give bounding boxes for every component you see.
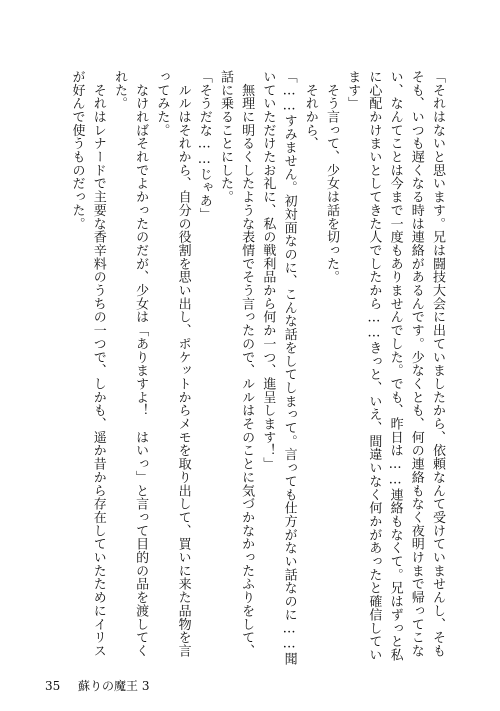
running-title: 蘇りの魔王 3	[78, 679, 150, 693]
paragraph: それはレナードで主要な香辛料のうちの一つで、しかも、遥か昔から存在していたためにイリスが好んで使うものだった。	[69, 70, 106, 658]
paragraph: 「……すみません。初対面なのに、こんな話をしてしまって。言っても仕方がない話なのに……聞いていただけたお礼に、私の戦利品から何か一つ、進呈します！」	[260, 70, 297, 666]
paragraph: 無理に明るくしたような表情でそう言ったので、ルルはそのことに気づかなかったふりをして、話に乗ることにした。	[217, 70, 255, 658]
paragraph: 「それはないと思います。兄は闘技大会に出ていましたから、依頼なんて受けていませんし、そもそも、いつも遅くなる時は連絡があるんです。少なくとも、何の連絡もなく夜明けまで帰ってこない、なんてことは今まで一度もありませんでした。でも、昨日は……連絡もなくて。兄はずっと私に心配かけまいとしてきた人でしたから……きっと、いえ、間違いなく何かがあったと確信しています」	[345, 70, 445, 662]
paragraph: それから、	[302, 70, 318, 151]
page-footer	[0, 676, 500, 696]
body-text	[48, 70, 448, 670]
page-number: 35	[45, 679, 61, 693]
paragraph: ルルはそれから、自分の役割を思い出し、ポケットからメモを取り出して、買いに来た品物を言ってみた。	[154, 70, 191, 658]
paragraph: 「そうだな……じゃあ」	[196, 70, 212, 221]
paragraph: そう言って、少女は話を切った。	[323, 70, 339, 284]
paragraph: なければそれでよかったのだが、少女は「ありますよ！ はいっ」と言って目的の品を渡してくれた。	[111, 70, 149, 658]
